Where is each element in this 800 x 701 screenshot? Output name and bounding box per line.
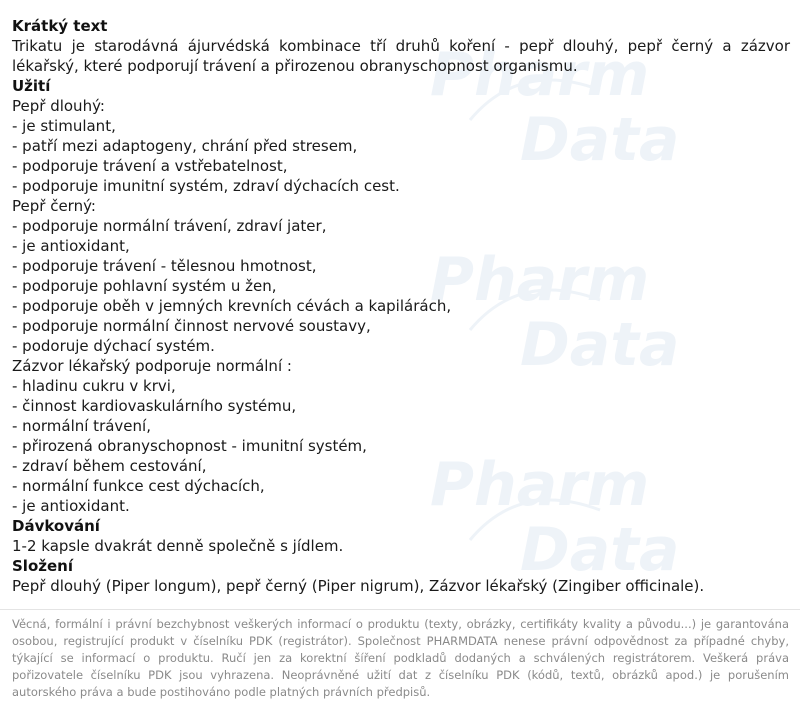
watermark-word2: Data [520, 105, 680, 175]
watermark-word2: Data [520, 310, 680, 380]
usage-line: - je antioxidant. [12, 497, 130, 515]
usage-line: Pepř dlouhý: [12, 97, 105, 115]
short-text-heading: Krátký text [12, 17, 108, 35]
divider [0, 609, 800, 610]
composition-heading: Složení [12, 557, 73, 575]
watermark-word2: Data [520, 515, 680, 585]
usage-line: - normální funkce cest dýchacích, [12, 477, 265, 495]
short-text-body: Trikatu je starodávná ájurvédská kombinace tří druhů koření - pepř dlouhý, pepř černý a zázvor lékařský, které podporují trávení a přirozenou obranyschopnost organismu. [12, 37, 790, 75]
usage-line: - zdraví během cestování, [12, 457, 207, 475]
legal-disclaimer: Věcná, formální i právní bezchybnost veškerých informací o produktu (texty, obrázky, certifikáty kvality a původu...) je garantována osobou, registrující produkt v číselníku PDK (registrátor). Společnost PHARMDATA nenese právní odpovědnost za případné chyby, týkající se informací o produktu. Ručí jen za korektní šíření podkladů dodaných a schválených registrátorem. Veškerá práva pořizovatele číselníku PDK jsou vyhrazena. Neoprávněné užití dat z číselníku PDK (kódů, textů, obrázků apod.) je porušením autorského práva a bude postihováno podle platných právních předpisů. [12, 617, 789, 699]
usage-line: - podoruje dýchací systém. [12, 337, 215, 355]
watermark-word1: Pharm [430, 245, 650, 315]
dosage-heading: Dávkování [12, 517, 100, 535]
usage-line: - přirozená obranyschopnost - imunitní systém, [12, 437, 367, 455]
usage-line: - činnost kardiovaskulárního systému, [12, 397, 297, 415]
usage-line: - podporuje oběh v jemných krevních cévách a kapilárách, [12, 297, 452, 315]
usage-line: - hladinu cukru v krvi, [12, 377, 176, 395]
usage-list [12, 96, 790, 516]
usage-line: - je stimulant, [12, 117, 116, 135]
usage-line: Pepř černý: [12, 197, 96, 215]
usage-line: - podporuje imunitní systém, zdraví dýchacích cest. [12, 177, 400, 195]
usage-line: - normální trávení, [12, 417, 151, 435]
usage-line: - podporuje normální činnost nervové soustavy, [12, 317, 371, 335]
usage-line: - patří mezi adaptogeny, chrání před stresem, [12, 137, 358, 155]
usage-line: - podporuje trávení - tělesnou hmotnost, [12, 257, 317, 275]
composition-text: Pepř dlouhý (Piper longum), pepř černý (Piper nigrum), Zázvor lékařský (Zingiber officinale). [12, 577, 705, 595]
watermark-word1: Pharm [430, 450, 650, 520]
product-description [12, 16, 790, 596]
usage-line: - podporuje trávení a vstřebatelnost, [12, 157, 288, 175]
usage-line: - je antioxidant, [12, 237, 130, 255]
usage-line: Zázvor lékařský podporuje normální : [12, 357, 292, 375]
usage-heading: Užití [12, 77, 51, 95]
usage-line: - podporuje pohlavní systém u žen, [12, 277, 277, 295]
watermark-word1: Pharm [430, 40, 650, 110]
dosage-text: 1-2 kapsle dvakrát denně společně s jídlem. [12, 537, 344, 555]
usage-line: - podporuje normální trávení, zdraví jater, [12, 217, 327, 235]
